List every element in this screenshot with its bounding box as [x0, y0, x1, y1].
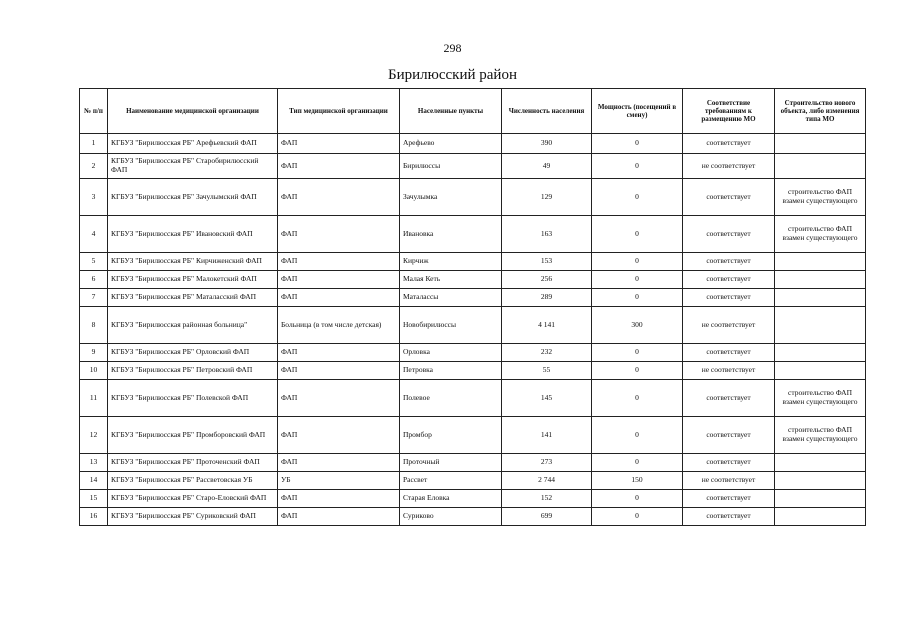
table-row — [80, 380, 866, 417]
organization-name-cell: КГБУЗ "Бирилюсская РБ" Проточенский ФАП — [108, 454, 278, 472]
settlement-cell: Старая Еловка — [400, 490, 502, 508]
organization-name-cell: КГБУЗ "Бирилюсская РБ" Старо-Еловский ФАП — [108, 490, 278, 508]
table-row — [80, 472, 866, 490]
capacity-cell: 150 — [592, 472, 683, 490]
table-row — [80, 508, 866, 526]
settlement-cell: Малая Кеть — [400, 271, 502, 289]
row-number-cell: 5 — [80, 253, 108, 271]
capacity-cell: 0 — [592, 454, 683, 472]
construction-cell — [775, 307, 866, 344]
col-header-organization: Наименование медицинской организации — [108, 89, 278, 134]
compliance-cell: не соответствует — [683, 362, 775, 380]
organization-type-cell: ФАП — [278, 380, 400, 417]
table-row — [80, 154, 866, 179]
settlement-cell: Проточный — [400, 454, 502, 472]
organization-type-cell: ФАП — [278, 179, 400, 216]
settlement-cell: Арефьево — [400, 134, 502, 154]
row-number-cell: 3 — [80, 179, 108, 216]
compliance-cell: соответствует — [683, 134, 775, 154]
organization-name-cell: КГБУЗ "Бирилюсская РБ" Малокетский ФАП — [108, 271, 278, 289]
capacity-cell: 0 — [592, 490, 683, 508]
compliance-cell: соответствует — [683, 179, 775, 216]
compliance-cell: соответствует — [683, 490, 775, 508]
population-cell: 232 — [502, 344, 592, 362]
row-number-cell: 9 — [80, 344, 108, 362]
construction-cell — [775, 134, 866, 154]
settlement-cell: Орловка — [400, 344, 502, 362]
row-number-cell: 8 — [80, 307, 108, 344]
compliance-cell: соответствует — [683, 253, 775, 271]
organization-name-cell: КГБУЗ "Бирилюсская РБ" Маталасский ФАП — [108, 289, 278, 307]
population-cell: 163 — [502, 216, 592, 253]
settlement-cell: Петровка — [400, 362, 502, 380]
population-cell: 273 — [502, 454, 592, 472]
table-row — [80, 289, 866, 307]
col-header-capacity: Мощность (посещений в смену) — [592, 89, 683, 134]
capacity-cell: 0 — [592, 508, 683, 526]
row-number-cell: 10 — [80, 362, 108, 380]
row-number-cell: 7 — [80, 289, 108, 307]
facilities-table — [79, 88, 866, 526]
capacity-cell: 0 — [592, 417, 683, 454]
col-header-type: Тип медицинской организации — [278, 89, 400, 134]
col-header-construction: Строительство нового объекта, либо изменения типа МО — [775, 89, 866, 134]
row-number-cell: 12 — [80, 417, 108, 454]
row-number-cell: 11 — [80, 380, 108, 417]
organization-type-cell: ФАП — [278, 253, 400, 271]
compliance-cell: соответствует — [683, 289, 775, 307]
settlement-cell: Ивановка — [400, 216, 502, 253]
population-cell: 153 — [502, 253, 592, 271]
construction-cell — [775, 362, 866, 380]
table-row — [80, 490, 866, 508]
compliance-cell: соответствует — [683, 216, 775, 253]
row-number-cell: 1 — [80, 134, 108, 154]
row-number-cell: 14 — [80, 472, 108, 490]
organization-type-cell: ФАП — [278, 154, 400, 179]
organization-name-cell: КГБУЗ "Бирилюсская РБ" Старобирилюсский ФАП — [108, 154, 278, 179]
population-cell: 49 — [502, 154, 592, 179]
capacity-cell: 0 — [592, 253, 683, 271]
organization-type-cell: ФАП — [278, 134, 400, 154]
row-number-cell: 4 — [80, 216, 108, 253]
settlement-cell: Новобирилюссы — [400, 307, 502, 344]
compliance-cell: не соответствует — [683, 307, 775, 344]
capacity-cell: 0 — [592, 134, 683, 154]
table-row — [80, 134, 866, 154]
organization-name-cell: КГБУЗ "Бирилюсская РБ" Орловский ФАП — [108, 344, 278, 362]
construction-cell: строительство ФАП взамен существующего — [775, 417, 866, 454]
population-cell: 145 — [502, 380, 592, 417]
organization-type-cell: ФАП — [278, 271, 400, 289]
organization-type-cell: Больница (в том числе детская) — [278, 307, 400, 344]
table-row — [80, 454, 866, 472]
organization-type-cell: УБ — [278, 472, 400, 490]
population-cell: 2 744 — [502, 472, 592, 490]
organization-name-cell: КГБУЗ "Бирилюсская РБ" Арефьевский ФАП — [108, 134, 278, 154]
construction-cell — [775, 289, 866, 307]
organization-type-cell: ФАП — [278, 417, 400, 454]
compliance-cell: соответствует — [683, 344, 775, 362]
capacity-cell: 0 — [592, 179, 683, 216]
construction-cell — [775, 454, 866, 472]
table-row — [80, 253, 866, 271]
page-number: 298 — [443, 41, 462, 55]
settlement-cell: Рассвет — [400, 472, 502, 490]
table-row — [80, 344, 866, 362]
table-row — [80, 216, 866, 253]
construction-cell: строительство ФАП взамен существующего — [775, 216, 866, 253]
capacity-cell: 0 — [592, 216, 683, 253]
organization-name-cell: КГБУЗ "Бирилюсская районная больница" — [108, 307, 278, 344]
organization-type-cell: ФАП — [278, 490, 400, 508]
population-cell: 4 141 — [502, 307, 592, 344]
compliance-cell: соответствует — [683, 271, 775, 289]
settlement-cell: Бирилюссы — [400, 154, 502, 179]
settlement-cell: Маталассы — [400, 289, 502, 307]
capacity-cell: 0 — [592, 344, 683, 362]
capacity-cell: 0 — [592, 380, 683, 417]
capacity-cell: 0 — [592, 289, 683, 307]
population-cell: 390 — [502, 134, 592, 154]
construction-cell: строительство ФАП взамен существующего — [775, 380, 866, 417]
capacity-cell: 0 — [592, 362, 683, 380]
population-cell: 152 — [502, 490, 592, 508]
population-cell: 55 — [502, 362, 592, 380]
organization-name-cell: КГБУЗ "Бирилюсская РБ" Петровский ФАП — [108, 362, 278, 380]
organization-name-cell: КГБУЗ "Бирилюсская РБ" Рассветовская УБ — [108, 472, 278, 490]
table-row — [80, 362, 866, 380]
population-cell: 256 — [502, 271, 592, 289]
row-number-cell: 6 — [80, 271, 108, 289]
settlement-cell: Суриково — [400, 508, 502, 526]
header-row — [80, 89, 866, 134]
construction-cell — [775, 508, 866, 526]
capacity-cell: 0 — [592, 154, 683, 179]
col-header-population: Численность населения — [502, 89, 592, 134]
col-header-number: № п/п — [80, 89, 108, 134]
construction-cell — [775, 271, 866, 289]
settlement-cell: Кирчиж — [400, 253, 502, 271]
compliance-cell: соответствует — [683, 417, 775, 454]
population-cell: 129 — [502, 179, 592, 216]
population-cell: 141 — [502, 417, 592, 454]
organization-name-cell: КГБУЗ "Бирилюсская РБ" Полевской ФАП — [108, 380, 278, 417]
construction-cell — [775, 253, 866, 271]
organization-type-cell: ФАП — [278, 508, 400, 526]
population-cell: 699 — [502, 508, 592, 526]
organization-name-cell: КГБУЗ "Бирилюсская РБ" Ивановский ФАП — [108, 216, 278, 253]
table-row — [80, 179, 866, 216]
capacity-cell: 300 — [592, 307, 683, 344]
construction-cell: строительство ФАП взамен существующего — [775, 179, 866, 216]
page-title: Бирилюсский район — [388, 67, 517, 83]
compliance-cell: соответствует — [683, 508, 775, 526]
organization-type-cell: ФАП — [278, 289, 400, 307]
organization-type-cell: ФАП — [278, 344, 400, 362]
table-row — [80, 307, 866, 344]
organization-type-cell: ФАП — [278, 362, 400, 380]
population-cell: 289 — [502, 289, 592, 307]
col-header-settlements: Населенные пункты — [400, 89, 502, 134]
organization-name-cell: КГБУЗ "Бирилюсская РБ" Зачулымский ФАП — [108, 179, 278, 216]
settlement-cell: Зачулымка — [400, 179, 502, 216]
settlement-cell: Промбор — [400, 417, 502, 454]
settlement-cell: Полевое — [400, 380, 502, 417]
row-number-cell: 13 — [80, 454, 108, 472]
construction-cell — [775, 154, 866, 179]
col-header-compliance: Соответствие требованиям к размещению МО — [683, 89, 775, 134]
row-number-cell: 2 — [80, 154, 108, 179]
compliance-cell: не соответствует — [683, 472, 775, 490]
construction-cell — [775, 344, 866, 362]
construction-cell — [775, 490, 866, 508]
organization-type-cell: ФАП — [278, 454, 400, 472]
compliance-cell: не соответствует — [683, 154, 775, 179]
row-number-cell: 15 — [80, 490, 108, 508]
compliance-cell: соответствует — [683, 380, 775, 417]
construction-cell — [775, 472, 866, 490]
row-number-cell: 16 — [80, 508, 108, 526]
table-row — [80, 271, 866, 289]
table-row — [80, 417, 866, 454]
capacity-cell: 0 — [592, 271, 683, 289]
organization-type-cell: ФАП — [278, 216, 400, 253]
compliance-cell: соответствует — [683, 454, 775, 472]
organization-name-cell: КГБУЗ "Бирилюсская РБ" Кирчиженский ФАП — [108, 253, 278, 271]
organization-name-cell: КГБУЗ "Бирилюсская РБ" Промборовский ФАП — [108, 417, 278, 454]
organization-name-cell: КГБУЗ "Бирилюсская РБ" Суриковский ФАП — [108, 508, 278, 526]
